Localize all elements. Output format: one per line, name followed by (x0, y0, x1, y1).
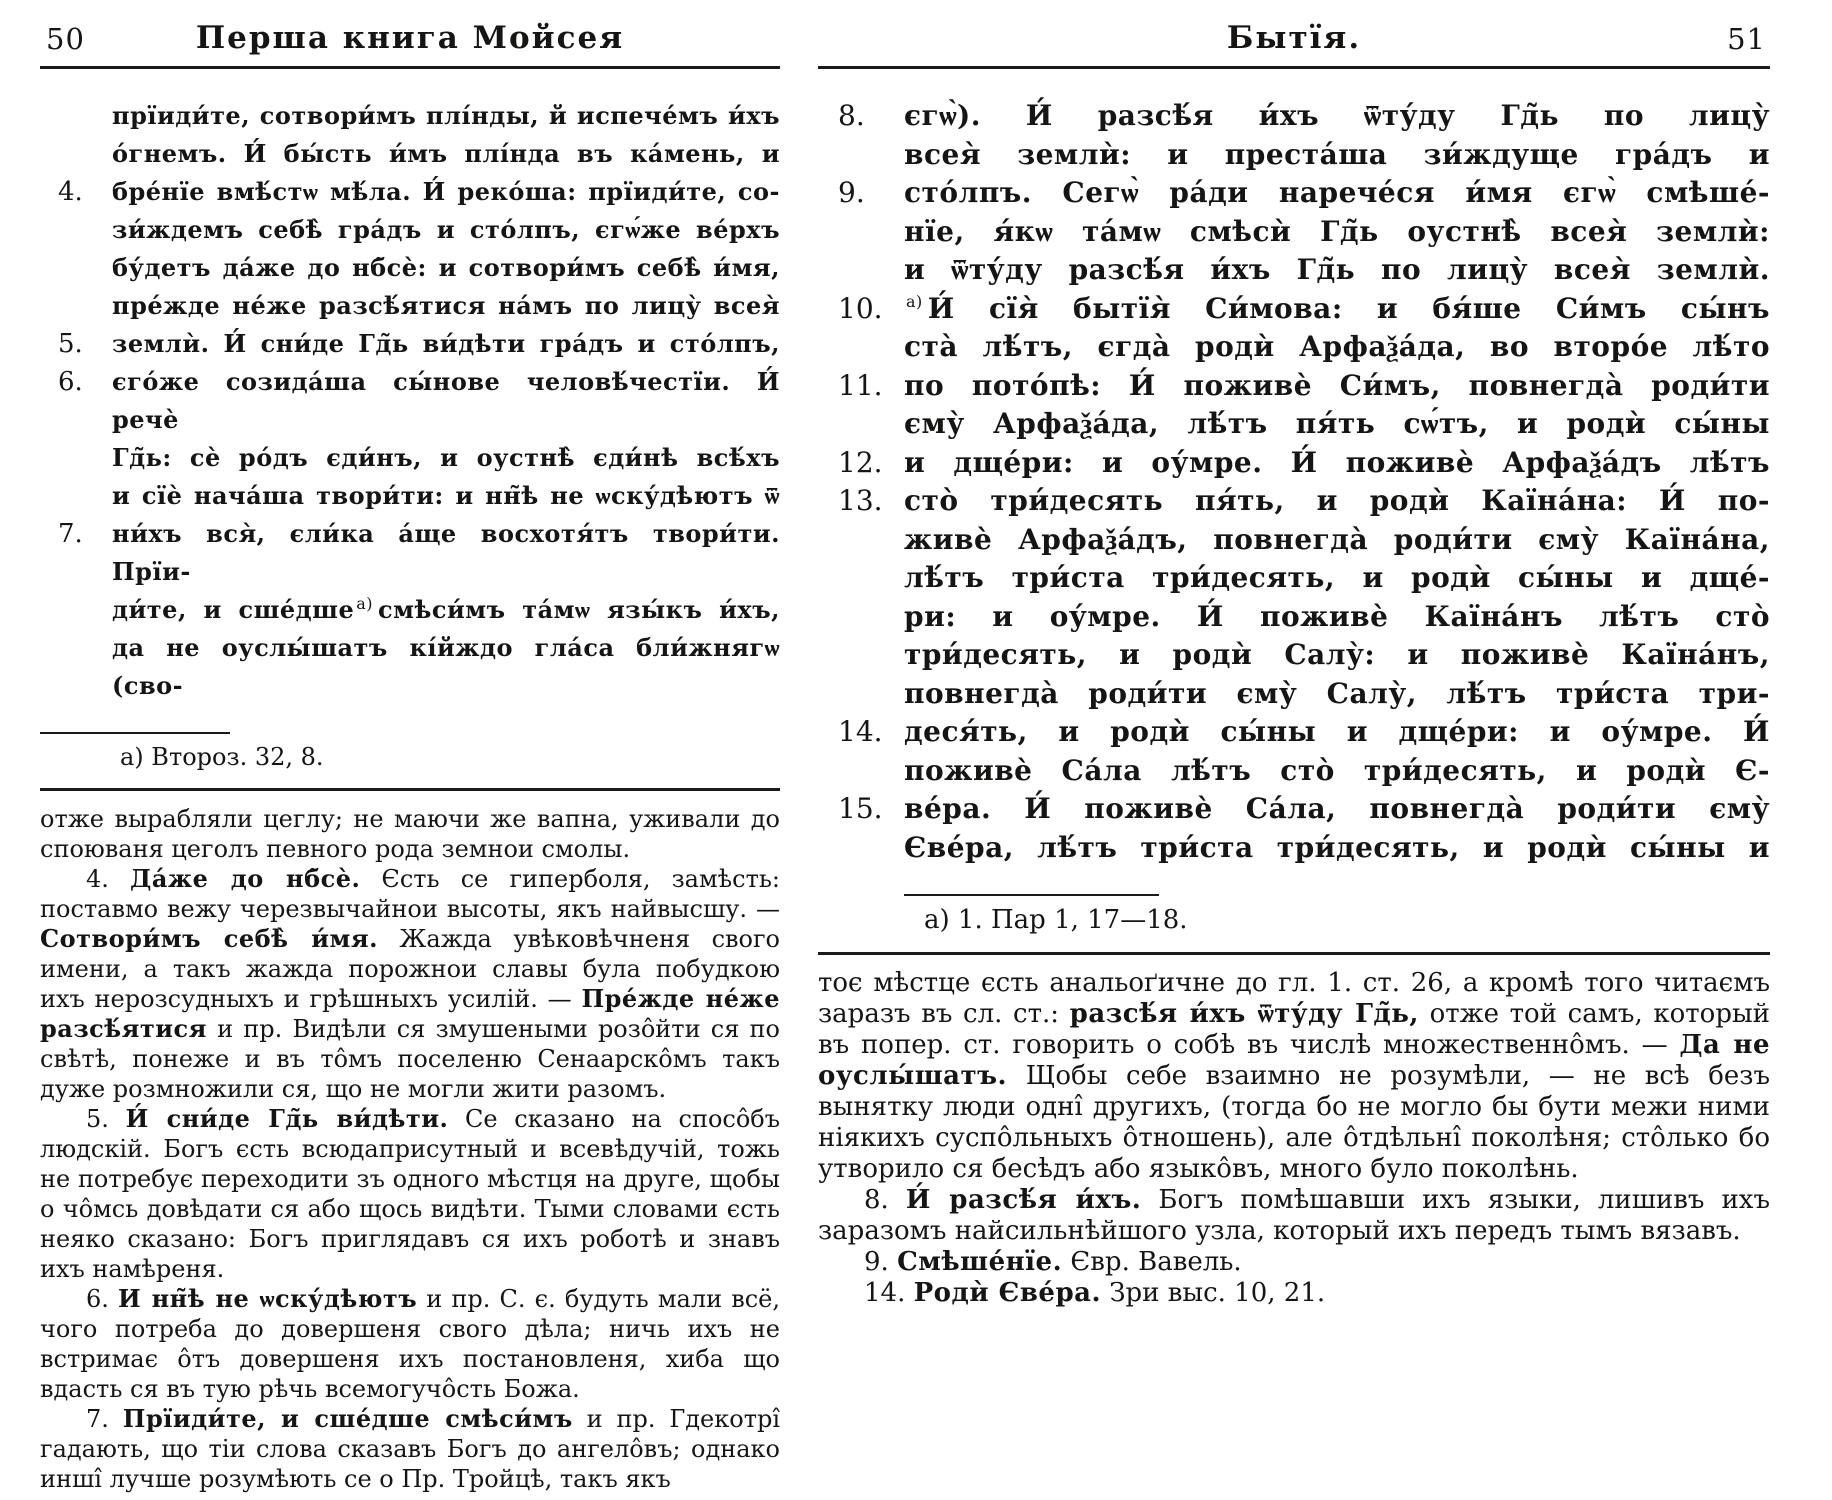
verse-line (818, 713, 1770, 752)
right-commentary (818, 968, 1770, 1309)
verse-line (818, 521, 1770, 560)
commentary-text: 4. (86, 865, 130, 893)
verse-text: сто̀ три́десять пя́ть, и родѝ Каїна́на: И́ по- (904, 484, 1770, 517)
verse-text: три́десять, и родѝ Салу̀: и поживѐ Каїна́нъ, (904, 638, 1770, 671)
slavonic-phrase: Да не оуслы́шатъ. (818, 1030, 1770, 1091)
verse-line (818, 829, 1770, 868)
slavonic-phrase: Пре́жде не́же разсѣ́ятися (40, 984, 780, 1043)
verse-text: Єве́ра, лѣ́тъ три́ста три́десять, и родѝ сы́ны и (904, 830, 1770, 864)
slavonic-phrase: Смѣше́нїе. (897, 1247, 1063, 1277)
verse-text: $^{а)}$ И́ сїя̀ бытїя̀ Си́мова: и бя́ше Си́мъ сы́нъ (906, 291, 1770, 325)
verse-line (40, 515, 780, 591)
commentary-paragraph (40, 1284, 780, 1404)
commentary-text: 14. (864, 1278, 914, 1308)
slavonic-phrase: Прїиди́те, и сше́дше смѣси́мъ (122, 1404, 573, 1433)
verse-text: ри: и оу́мре. И́ поживѐ Каїна́нъ лѣ́тъ сто̀ (904, 599, 1770, 633)
verse-line (818, 97, 1770, 136)
commentary-text: Зри выс. 10, 21. (1101, 1278, 1326, 1308)
verse-line (818, 136, 1770, 175)
verse-line (40, 97, 780, 135)
verse-text: деся́ть, и родѝ сы́ны и дще́ри: и оу́мре. И́ (904, 715, 1770, 748)
verse-line (40, 173, 780, 211)
verse-text: єгѡ̀). И́ разсѣ́я и́хъ ѿту́ду Гд̃ь по лицу̀ (904, 99, 1770, 132)
commentary-paragraph (40, 1404, 780, 1494)
commentary-text: Єсть се гиперболя, замѣсть: поставмо вежу черезвычайнои высоты, якъ найвысшу. — (40, 865, 780, 923)
commentary-text: 8. (864, 1185, 906, 1215)
verse-text: и ѿту́ду разсѣ́я и́хъ Гд̃ь по лицу̀ всея̀ землѝ. (904, 253, 1770, 286)
verse-text: всея̀ землѝ: и преста́ша зи́ждуще гра́дъ и (904, 137, 1770, 171)
right-running-title: Бытїя. (1226, 20, 1362, 56)
commentary-paragraph (818, 1278, 1770, 1309)
verse-text: Гд̃ь: сѐ ро́дъ єди́нъ, и оустнѣ̀ єди́нѣ всѣ́хъ (112, 443, 780, 472)
commentary-paragraph (818, 968, 1770, 1185)
commentary-paragraph (818, 1185, 1770, 1247)
verse-line (40, 363, 780, 439)
verse-text: о́гнемъ. И́ бы́сть и́мъ плі́нда въ ка́мень, и (112, 139, 780, 168)
verse-text: бре́нїе вмѣ́стѡ мѣ́ла. И́ реко́ша: прїиди́те, со- (112, 177, 780, 206)
right-footnote-rule (904, 894, 1159, 896)
right-page (818, 0, 1770, 1309)
verse-line (818, 251, 1770, 290)
verse-line (40, 211, 780, 249)
verse-line (818, 444, 1770, 483)
left-header-rule (40, 66, 780, 69)
footnote-marker: а) (356, 594, 374, 613)
verse-number: 4. (58, 177, 83, 207)
verse-number: 12. (838, 445, 883, 479)
left-commentary (40, 804, 780, 1494)
verse-number: 13. (838, 484, 883, 517)
verse-line (818, 675, 1770, 714)
commentary-text: отже вырабляли цеглу; не маючи же вапна, уживали до споюваня цеголъ певного рода земнои смолы. (40, 805, 780, 863)
commentary-paragraph (40, 864, 780, 1104)
left-page-number: 50 (46, 22, 85, 56)
verse-line (818, 598, 1770, 637)
commentary-text: 9. (864, 1247, 898, 1277)
commentary-text: и пр. Видѣли ся змушеными розôйти ся по свѣтѣ, понеже и въ тôмъ поселеню Сенаарскôмъ такъ дуже розмножили ся, що не могли жити разомъ. (40, 1015, 780, 1103)
commentary-text: и пр. С. є. будуть мали всё, чого потреба до довершеня свого дѣла; ничь ихъ не встримає ôтъ довершеня ихъ постановленя, хиба що вдасть ся въ тую рѣчь всемогучôсть Божа. (40, 1285, 780, 1403)
footnote-marker: а) (906, 292, 923, 312)
left-verse-block (40, 97, 780, 705)
verse-line (818, 790, 1770, 829)
right-footnote: а) 1. Пар 1, 17—18. (924, 905, 1188, 935)
left-section-rule (40, 788, 780, 791)
verse-line (40, 287, 780, 325)
commentary-paragraph (40, 804, 780, 864)
verse-line (818, 559, 1770, 598)
commentary-text: отже той самъ, который въ попер. ст. говорить о собѣ въ числѣ множественнôмъ. — (818, 999, 1770, 1060)
verse-number: 14. (838, 715, 883, 748)
slavonic-phrase: И́ сни́де Гд̃ь ви́дѣти. (125, 1104, 449, 1133)
verse-text: єго́же созида́ша сы́нове человѣ́честїи. И́ речѐ (112, 367, 780, 434)
slavonic-phrase: Да́же до нб̃сѐ. (130, 864, 361, 893)
slavonic-phrase: И нн̃ѣ не ѡску́дѣютъ (118, 1284, 418, 1313)
commentary-text: и пр. Гдекотрî гадають, що тіи слова сказавъ Богъ до ангелôвъ; однако иншî лучше розумѣють се о Пр. Тройцѣ, такъ якъ (40, 1405, 781, 1493)
verse-text: и сїѐ нача́ша твори́ти: и нн̃ѣ не ѡску́дѣютъ ѿ (112, 481, 780, 510)
commentary-paragraph (818, 1247, 1770, 1278)
commentary-paragraph (40, 1104, 780, 1284)
verse-line (818, 290, 1770, 329)
verse-text: бу́детъ да́же до нб̃сѐ: и сотвори́мъ себѣ̀ и́мя, (112, 253, 780, 282)
verse-text: да не оуслы́шатъ кі́йждо гла́са бли́жнягѡ (сво- (112, 633, 780, 700)
verse-text: по пото́пѣ: И́ поживѐ Си́мъ, повнегда̀ роди́ти (904, 368, 1770, 402)
commentary-text: 7. (86, 1405, 123, 1433)
commentary-text: Євр. Вавель. (1062, 1247, 1242, 1277)
commentary-text: 5. (86, 1105, 126, 1133)
left-footnote-rule (40, 732, 230, 734)
verse-line (40, 629, 780, 705)
verse-line (40, 135, 780, 173)
slavonic-phrase: Сотвори́мъ себѣ̀ и́мя. (40, 924, 378, 953)
verse-line (40, 591, 780, 629)
verse-line (818, 367, 1770, 406)
verse-text: прїиди́те, сотвори́мъ плі́нды, й испече́мъ и́хъ (112, 101, 780, 130)
verse-line (818, 328, 1770, 367)
right-header-rule (818, 66, 1770, 69)
right-section-rule (818, 952, 1770, 955)
verse-text: и дще́ри: и оу́мре. И́ поживѐ Арфаѯа́дъ лѣ́тъ (904, 445, 1770, 479)
verse-text: пре́жде не́же разсѣ́ятися на́мъ по лицу̀ всея̀ (112, 291, 780, 320)
verse-number: 5. (58, 329, 83, 359)
verse-line (40, 439, 780, 477)
left-running-title: Перша книга Мойсея (195, 20, 625, 56)
slavonic-phrase: разсѣ́я и́хъ ѿту́ду Гд̃ь, (1069, 999, 1419, 1029)
verse-text: зи́ждемъ себѣ̀ гра́дъ и сто́лпъ, єгѡ́же ве́рхъ (112, 215, 780, 244)
verse-text: ди́те, и сше́дше $^{а)}$ смѣси́мъ та́мѡ язы́къ и́хъ, (112, 594, 780, 624)
verse-text: сто́лпъ. Сегѡ̀ ра́ди нарече́ся и́мя єгѡ̀ смѣше́- (904, 176, 1770, 209)
left-page-header (40, 20, 780, 62)
verse-number: 15. (838, 792, 883, 825)
verse-line (818, 636, 1770, 675)
left-page (40, 0, 780, 1494)
verse-text: лѣ́тъ три́ста три́десять, и родѝ сы́ны и дще́- (904, 561, 1770, 594)
verse-text: нїе, я́кѡ та́мѡ смѣсѝ Гд̃ь оустнѣ̀ всея̀ землѝ: (904, 214, 1770, 248)
verse-line (40, 325, 780, 363)
commentary-text: 6. (86, 1285, 119, 1313)
slavonic-phrase: И́ разсѣ́я и́хъ. (905, 1185, 1142, 1215)
verse-line (40, 477, 780, 515)
verse-text: ве́ра. И́ поживѐ Са́ла, повнегда̀ роди́ти єму̀ (904, 792, 1770, 825)
verse-text: ста̀ лѣ́тъ, єгда̀ родѝ Арфаѯа́да, во второ́е лѣ́то (904, 330, 1770, 363)
verse-number: 9. (838, 176, 865, 209)
verse-number: 8. (838, 99, 865, 132)
commentary-text: Щобы себе взаимно не розумѣли, — не всѣ безъ вынятку люди однî другихъ, (тогда бо не могло бы бути межи ними ніякихъ суспôльныхъ ôтношень), але ôтдѣльнî поколѣня; стôлько бо утворило ся бесѣдъ або языкôвъ, много було поколѣнь. (818, 1061, 1770, 1184)
verse-text: землѝ. И́ сни́де Гд̃ь ви́дѣти гра́дъ и сто́лпъ, (112, 329, 780, 358)
verse-number: 10. (838, 291, 883, 325)
verse-number: 6. (58, 367, 83, 397)
commentary-text: тоє мѣстце єсть анальоґичне до гл. 1. ст. 26, а кромѣ того читаємъ заразъ въ сл. ст.: (818, 968, 1770, 1029)
verse-line (818, 174, 1770, 213)
verse-number: 11. (838, 368, 883, 402)
verse-line (818, 752, 1770, 791)
verse-number: 7. (58, 519, 83, 549)
verse-line (818, 482, 1770, 521)
verse-text: ни́хъ вся̀, єли́ка а́ще восхотя́тъ твори́ти. Прїи- (112, 519, 780, 586)
verse-line (818, 213, 1770, 252)
right-verse-block (818, 97, 1770, 867)
right-page-header (818, 20, 1770, 62)
verse-text: поживѐ Са́ла лѣ́тъ сто̀ три́десять, и родѝ Є- (904, 753, 1770, 787)
commentary-text: Се сказано на спосôбъ людскій. Богъ єсть всюдаприсутный и всевѣдучій, тожь не потребує переходити зъ одного мѣстця на друге, щобы о чôмсь довѣдати ся або щось видѣти. Тыми словами єсть неяко сказано: Богъ приглядавъ ся ихъ роботѣ и знавъ ихъ намѣреня. (40, 1105, 780, 1283)
slavonic-phrase: Родѝ Єве́ра. (913, 1278, 1102, 1308)
left-footnote: а) Второз. 32, 8. (120, 743, 324, 771)
right-page-number: 51 (1727, 22, 1766, 56)
verse-text: єму̀ Арфаѯа́да, лѣ́тъ пя́ть сѡ́тъ, и родѝ сы́ны (904, 407, 1770, 440)
verse-text: живѐ Арфаѯа́дъ, повнегда̀ роди́ти єму̀ Каїна́на, (904, 522, 1770, 556)
verse-text: повнегда̀ роди́ти єму̀ Салу̀, лѣ́тъ три́ста три- (904, 676, 1770, 710)
verse-line (818, 405, 1770, 444)
commentary-text: Жажда увѣковѣчненя свого имени, а такъ жажда порожнои славы була побудкою ихъ нерозсудныхъ и грѣшныхъ усилій. — (40, 925, 780, 1013)
verse-line (40, 249, 780, 287)
commentary-text: Богъ помѣшавши ихъ языки, лишивъ ихъ заразомъ найсильнѣйшого узла, который ихъ передъ тымъ вязавъ. (818, 1185, 1770, 1246)
